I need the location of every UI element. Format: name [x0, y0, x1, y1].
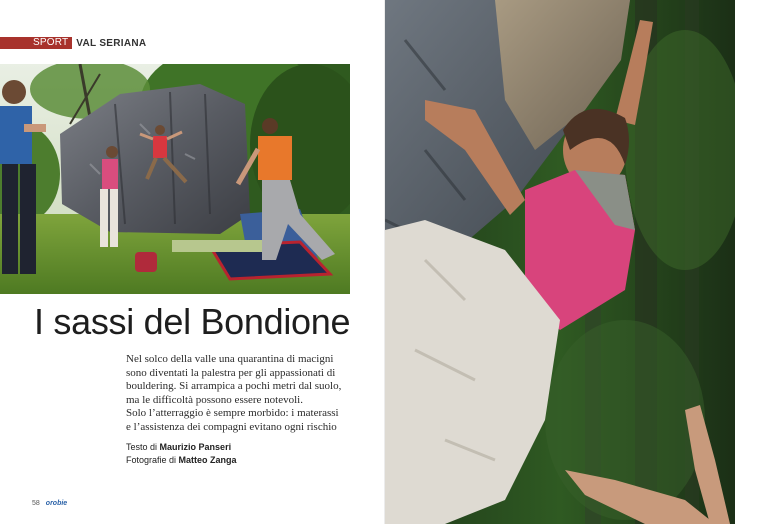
section-header: [0, 37, 146, 49]
standfirst-line: Nel solco della valle una quarantina di macigni: [126, 353, 334, 365]
text-credit: [126, 441, 237, 454]
section-name: VAL SERIANA: [76, 37, 147, 49]
article-standfirst: [126, 353, 362, 434]
page-number: 58: [32, 500, 40, 507]
standfirst-line: bouldering. Si arrampica a pochi metri dal suolo,: [126, 380, 342, 392]
boulder-group-illustration: [0, 64, 350, 294]
standfirst-line: Solo l’atterraggio è sempre morbido: i materassi: [126, 407, 339, 419]
photo-credit-label: Fotografie di: [126, 455, 177, 465]
climber-closeup-illustration: [385, 0, 735, 524]
page-folio: [32, 500, 67, 507]
photographer-name: Matteo Zanga: [178, 455, 237, 465]
text-credit-label: Testo di: [126, 442, 158, 452]
photo-credit: [126, 454, 237, 467]
climber-closeup-photo: [385, 0, 735, 524]
boulder-group-photo: [0, 64, 350, 294]
section-tag: SPORT: [0, 37, 72, 49]
standfirst-line: ma le difficoltà possono essere notevoli.: [126, 393, 303, 406]
standfirst-line: sono diventati la palestra per gli appassionati di: [126, 366, 336, 379]
standfirst-line: e l’assistenza dei compagni evitano ogni rischio: [126, 420, 337, 433]
article-credits: [126, 441, 237, 467]
magazine-name: orobie: [45, 500, 68, 507]
article-title: I sassi del Bondione: [34, 301, 351, 342]
author-name: Maurizio Panseri: [159, 442, 232, 452]
right-page-margin: [735, 0, 768, 524]
